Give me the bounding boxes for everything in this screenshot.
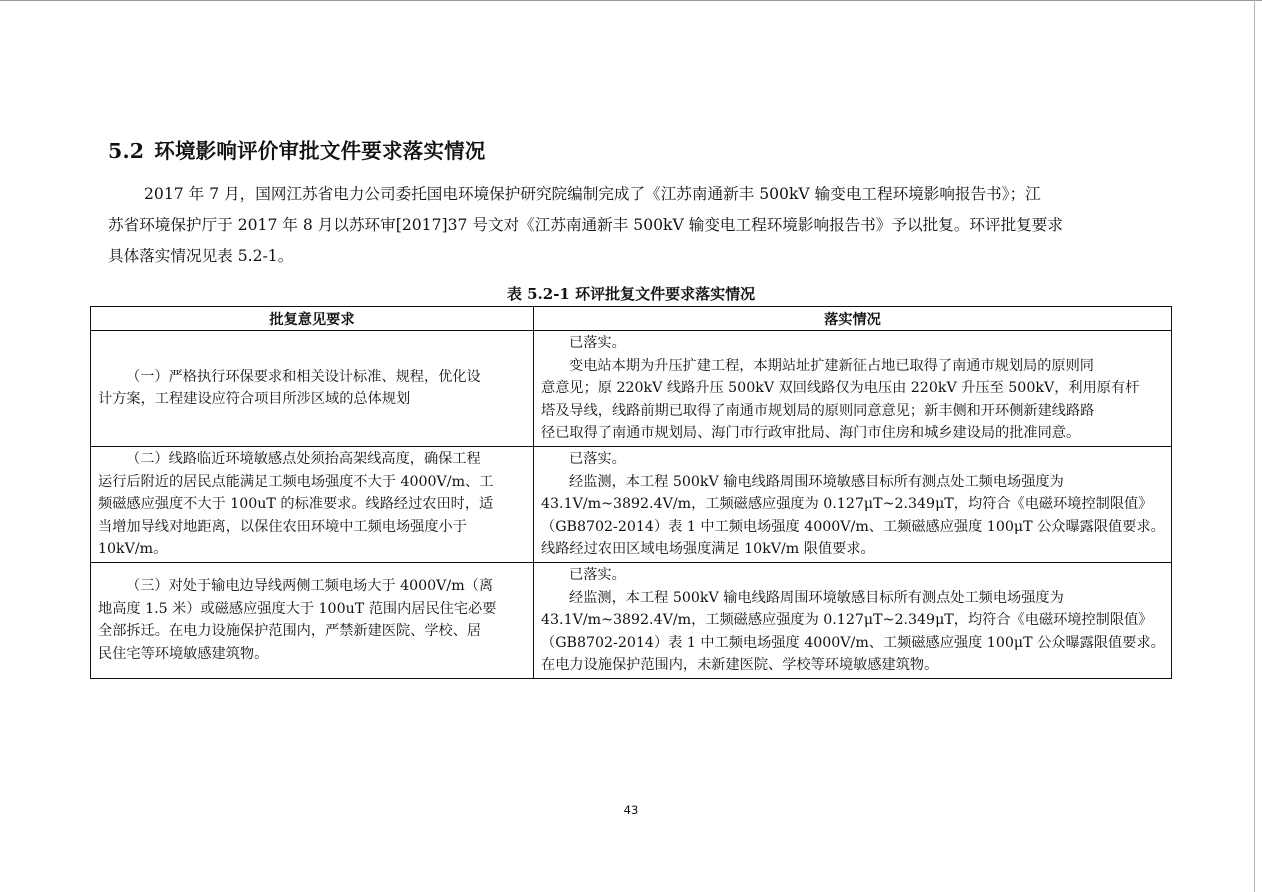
table-row — [91, 446, 1172, 562]
table-row — [91, 562, 1172, 678]
cell-line: 当增加导线对地距离，以保住农田环境中工频电场强度小于 — [98, 518, 467, 535]
cell-line: 计方案，工程建设应符合项目所涉区域的总体规划 — [98, 391, 411, 408]
section-number: 5.2 — [108, 139, 145, 163]
cell-line: （三）对处于输电边导线两侧工频电场大于 4000V/m（离 — [126, 578, 494, 595]
cell-line: 意意见；原 220kV 线路升压 500kV 双回线路仅为电压由 220kV 升压至 500kV，利用原有杆 — [541, 380, 1140, 397]
cell-line: 已落实。 — [569, 566, 626, 583]
cell-line: 已落实。 — [569, 450, 626, 467]
intro-line: 具体落实情况见表 5.2-1。 — [108, 247, 294, 265]
page-frame-right — [1254, 0, 1255, 892]
cell-line: 全部拆迁。在电力设施保护范围内，严禁新建医院、学校、居 — [98, 623, 482, 640]
cell-line: （二）线路临近环境敏感点处须抬高架线高度，确保工程 — [126, 450, 481, 467]
implementation-cell — [534, 331, 1172, 447]
cell-line: 经监测，本工程 500kV 输电线路周围环境敏感目标所有测点处工频电场强度为 — [569, 473, 1064, 490]
cell-line: 频磁感应强度不大于 100uT 的标准要求。线路经过农田时，适 — [98, 496, 494, 513]
cell-line: 10kV/m。 — [98, 541, 168, 558]
section-title: 环境影响评价审批文件要求落实情况 — [154, 139, 486, 163]
table-row — [91, 331, 1172, 447]
requirement-cell — [91, 446, 534, 562]
section-heading — [108, 134, 485, 164]
header-implementation: 落实情况 — [534, 307, 1172, 331]
implementation-cell — [534, 446, 1172, 562]
intro-line: 2017 年 7 月，国网江苏省电力公司委托国电环境保护研究院编制完成了《江苏南通新丰 500kV 输变电工程环境影响报告书》；江 — [144, 185, 1041, 203]
cell-line: 塔及导线，线路前期已取得了南通市规划局的原则同意意见；新丰侧和开环侧新建线路路 — [541, 402, 1095, 419]
cell-line: 43.1V/m~3892.4V/m，工频磁感应强度为 0.127μT~2.349μT，均符合《电磁环境控制限值》 — [541, 612, 1153, 629]
cell-line: （GB8702-2014）表 1 中工频电场强度 4000V/m、工频磁感应强度 100μT 公众曝露限值要求。 — [541, 634, 1165, 651]
cell-line: 43.1V/m~3892.4V/m，工频磁感应强度为 0.127μT~2.349μT，均符合《电磁环境控制限值》 — [541, 496, 1153, 513]
cell-line: （GB8702-2014）表 1 中工频电场强度 4000V/m、工频磁感应强度 100μT 公众曝露限值要求。 — [541, 518, 1165, 535]
requirements-table — [90, 306, 1172, 679]
cell-line: 线路经过农田区域电场强度满足 10kV/m 限值要求。 — [541, 541, 875, 558]
intro-paragraph — [108, 179, 1158, 272]
table-caption: 表 5.2-1 环评批复文件要求落实情况 — [506, 285, 756, 303]
cell-line: 在电力设施保护范围内，未新建医院、学校等环境敏感建筑物。 — [541, 657, 939, 674]
cell-line: 变电站本期为升压扩建工程，本期站址扩建新征占地已取得了南通市规划局的原则同 — [569, 357, 1094, 374]
cell-line: （一）严格执行环保要求和相关设计标准、规程，优化设 — [126, 368, 481, 385]
page-frame-top — [0, 0, 1262, 1]
cell-line: 民住宅等环境敏感建筑物。 — [98, 646, 269, 663]
table-header-row — [91, 307, 1172, 331]
cell-line: 经监测，本工程 500kV 输电线路周围环境敏感目标所有测点处工频电场强度为 — [569, 589, 1064, 606]
cell-line: 已落实。 — [569, 335, 626, 351]
cell-line: 地高度 1.5 米）或磁感应强度大于 100uT 范围内居民住宅必要 — [98, 600, 497, 617]
page-number: 43 — [623, 803, 639, 817]
requirement-cell — [91, 562, 534, 678]
cell-line: 运行后附近的居民点能满足工频电场强度不大于 4000V/m、工 — [98, 473, 494, 490]
header-requirement: 批复意见要求 — [91, 307, 534, 331]
requirement-cell — [91, 331, 534, 447]
cell-line: 径已取得了南通市规划局、海门市行政审批局、海门市住房和城乡建设局的批准同意。 — [541, 425, 1081, 442]
implementation-cell — [534, 562, 1172, 678]
intro-line: 苏省环境保护厅于 2017 年 8 月以苏环审[2017]37 号文对《江苏南通新丰 500kV 输变电工程环境影响报告书》予以批复。环评批复要求 — [108, 216, 1063, 234]
